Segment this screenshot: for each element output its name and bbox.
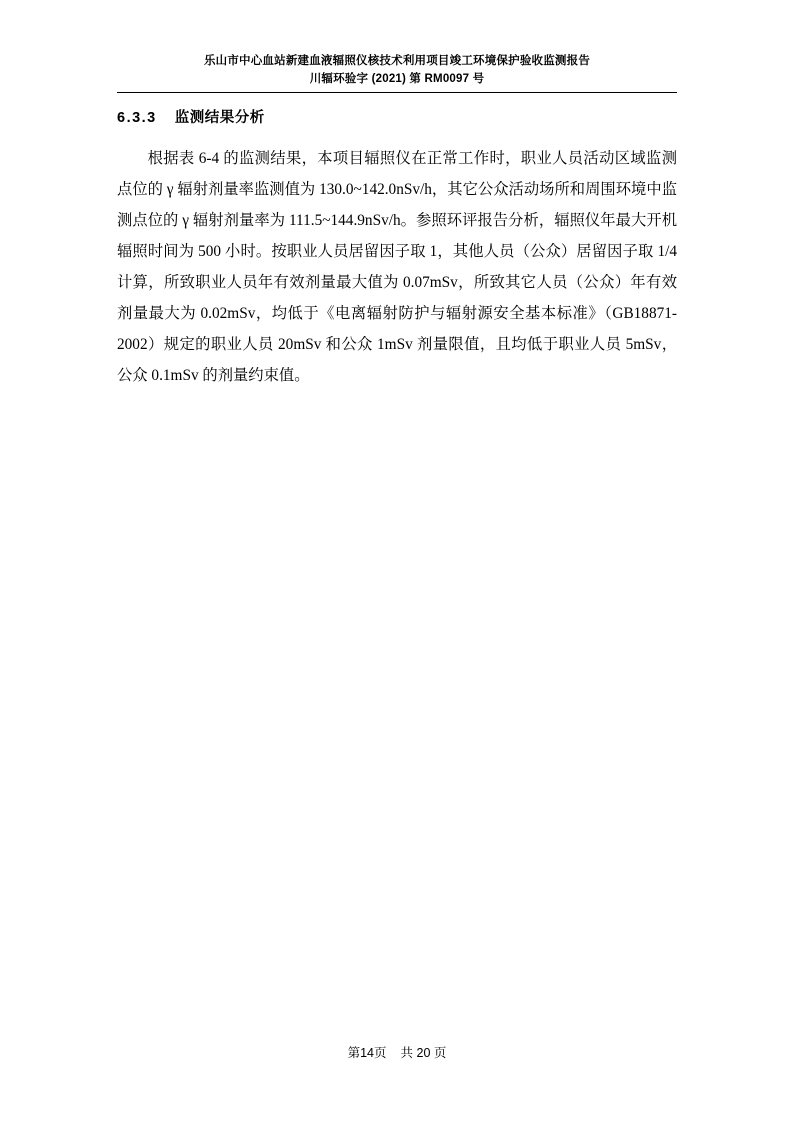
- page-header: [0, 52, 794, 88]
- section-heading: [117, 106, 677, 127]
- page-content: [117, 100, 677, 391]
- header-divider: [117, 92, 677, 93]
- section-number: 6.3.3: [117, 110, 157, 126]
- body-paragraph: 根据表 6-4 的监测结果，本项目辐照仪在正常工作时，职业人员活动区域监测点位的 γ 辐射剂量率监测值为 130.0~142.0nSv/h，其它公众活动场所和周围环境中监测点位的 γ 辐射剂量率为 111.5~144.9nSv/h。参照环评报告分析，辐照仪年最大开机辐照时间为 500 小时。按职业人员居留因子取 1，其他人员（公众）居留因子取 1/4 计算，所致职业人员年有效剂量最大值为 0.07mSv，所致其它人员（公众）年有效剂量最大为 0.02mSv，均低于《电离辐射防护与辐射源安全基本标准》（GB18871-2002）规定的职业人员 20mSv 和公众 1mSv 剂量限值，且均低于职业人员 5mSv，公众 0.1mSv 的剂量约束值。: [117, 150, 677, 384]
- page-title: 监测结果分析: [174, 110, 265, 126]
- header-title-line-2: 川辐环验字 (2021) 第 RM0097 号: [309, 73, 485, 85]
- page-footer: [0, 1043, 794, 1061]
- header-title-line-1: 乐山市中心血站新建血液辐照仪核技术利用项目竣工环境保护验收监测报告: [203, 55, 591, 67]
- footer-current-page: 第14页: [347, 1046, 387, 1060]
- footer-total-pages: 共 20 页: [400, 1046, 447, 1060]
